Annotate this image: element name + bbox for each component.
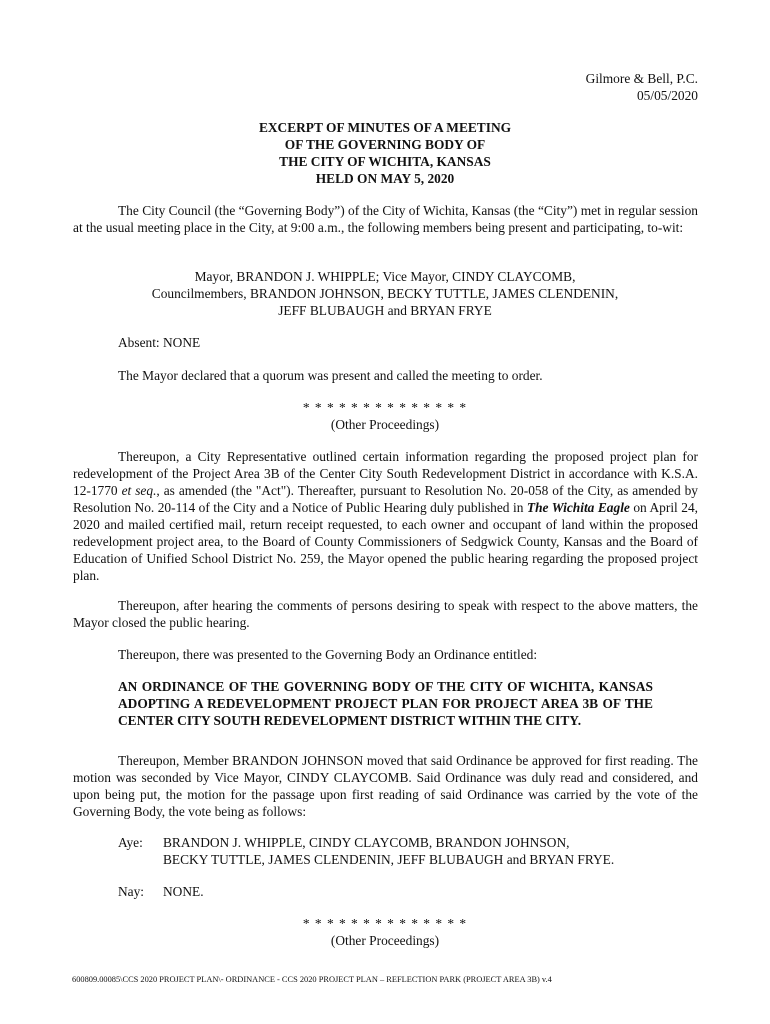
separator-stars: * * * * * * * * * * * * * * bbox=[302, 916, 468, 931]
other-proceedings-label: (Other Proceedings) bbox=[330, 933, 440, 948]
aye-names bbox=[163, 834, 614, 868]
hearing-text: Thereupon, after hearing the comments of persons desiring to speak with respect to the above matters, the Mayor closed the public hearing. bbox=[73, 598, 698, 630]
title-line-2: OF THE GOVERNING BODY OF bbox=[284, 137, 486, 152]
title-line-3: THE CITY OF WICHITA, KANSAS bbox=[279, 154, 491, 169]
plan-text-1: Thereupon, a City Representative outlined certain information regarding the proposed project plan for redevelopment of the Project Area 3B of the Center City South Redevelopment District in accordance with K.S.A. 12-1770 bbox=[73, 449, 698, 498]
document-footer: 600809.00085\CCS 2020 PROJECT PLAN\- ORDINANCE - CCS 2020 PROJECT PLAN – REFLECTION PARK (PROJECT AREA 3B) v.4 bbox=[72, 975, 552, 984]
quorum-line: The Mayor declared that a quorum was present and called the meeting to order. bbox=[118, 368, 543, 383]
other-proceedings-label: (Other Proceedings) bbox=[330, 417, 440, 432]
title-line-4: HELD ON MAY 5, 2020 bbox=[315, 171, 455, 186]
ordinance-title: AN ORDINANCE OF THE GOVERNING BODY OF THE CITY OF WICHITA, KANSAS ADOPTING A REDEVELOPMENT PROJECT PLAN FOR PROJECT AREA 3B OF THE CENTER CITY SOUTH REDEVELOPMENT DISTRICT WITHIN THE CITY. bbox=[118, 679, 653, 728]
plan-text-2: , as amended (the "Act"). Thereafter, pursuant to Resolution No. 20-058 of the City, as amended by Resolution No. 20-114 of the City and a Notice of Public Hearing duly published in bbox=[73, 483, 698, 515]
aye-label: Aye: bbox=[118, 835, 143, 850]
firm-header bbox=[586, 70, 698, 104]
hearing-closed-paragraph bbox=[73, 597, 698, 631]
nay-names bbox=[163, 883, 204, 900]
intro-paragraph bbox=[73, 202, 698, 236]
nay-label: Nay: bbox=[118, 884, 145, 899]
plan-et-seq: et seq. bbox=[121, 483, 157, 498]
title-line-1: EXCERPT OF MINUTES OF A MEETING bbox=[258, 120, 512, 135]
newspaper-name: The Wichita Eagle bbox=[526, 500, 630, 515]
separator-2 bbox=[0, 915, 770, 949]
motion-paragraph bbox=[73, 752, 698, 820]
plan-text-3: on April 24, 2020 and mailed certified mail, return receipt requested, to each owner and occupant of land within the proposed redevelopment project area, to the Board of County Commissioners of Sedgwick County, Kansas and the Board of Education of Unified School District No. 259, the Mayor opened the public hearing regarding the proposed project plan. bbox=[73, 500, 698, 583]
document-title bbox=[0, 119, 770, 187]
separator-stars: * * * * * * * * * * * * * * bbox=[302, 400, 468, 415]
firm-name: Gilmore & Bell, P.C. bbox=[585, 71, 698, 86]
absent-line: Absent: NONE bbox=[118, 335, 201, 350]
intro-text: The City Council (the “Governing Body”) of the City of Wichita, Kansas (the “City”) met in regular session at the usual meeting place in the City, at 9:00 a.m., the following members being present and participating, to-wit: bbox=[73, 203, 698, 235]
nay-value: NONE. bbox=[163, 884, 204, 899]
document-date: 05/05/2020 bbox=[636, 88, 698, 103]
motion-text: Thereupon, Member BRANDON JOHNSON moved that said Ordinance be approved for first reading. The motion was seconded by Vice Mayor, CINDY CLAYCOMB. Said Ordinance was duly read and considered, and upon being put, the motion for the passage upon first reading of said Ordinance was carried by the vote of the Governing Body, the vote being as follows: bbox=[73, 753, 698, 819]
ordinance-presented-line: Thereupon, there was presented to the Governing Body an Ordinance entitled: bbox=[118, 647, 538, 662]
project-plan-paragraph bbox=[73, 448, 698, 584]
aye-names-line-2: BECKY TUTTLE, JAMES CLENDENIN, JEFF BLUBAUGH and BRYAN FRYE. bbox=[163, 852, 615, 867]
separator-1 bbox=[0, 399, 770, 433]
members-line-3: JEFF BLUBAUGH and BRYAN FRYE bbox=[278, 303, 492, 318]
aye-names-line-1: BRANDON J. WHIPPLE, CINDY CLAYCOMB, BRANDON JOHNSON, bbox=[163, 835, 570, 850]
members-line-1: Mayor, BRANDON J. WHIPPLE; Vice Mayor, CINDY CLAYCOMB, bbox=[194, 269, 576, 284]
members-present bbox=[0, 268, 770, 319]
members-line-2: Councilmembers, BRANDON JOHNSON, BECKY TUTTLE, JAMES CLENDENIN, bbox=[151, 286, 619, 301]
